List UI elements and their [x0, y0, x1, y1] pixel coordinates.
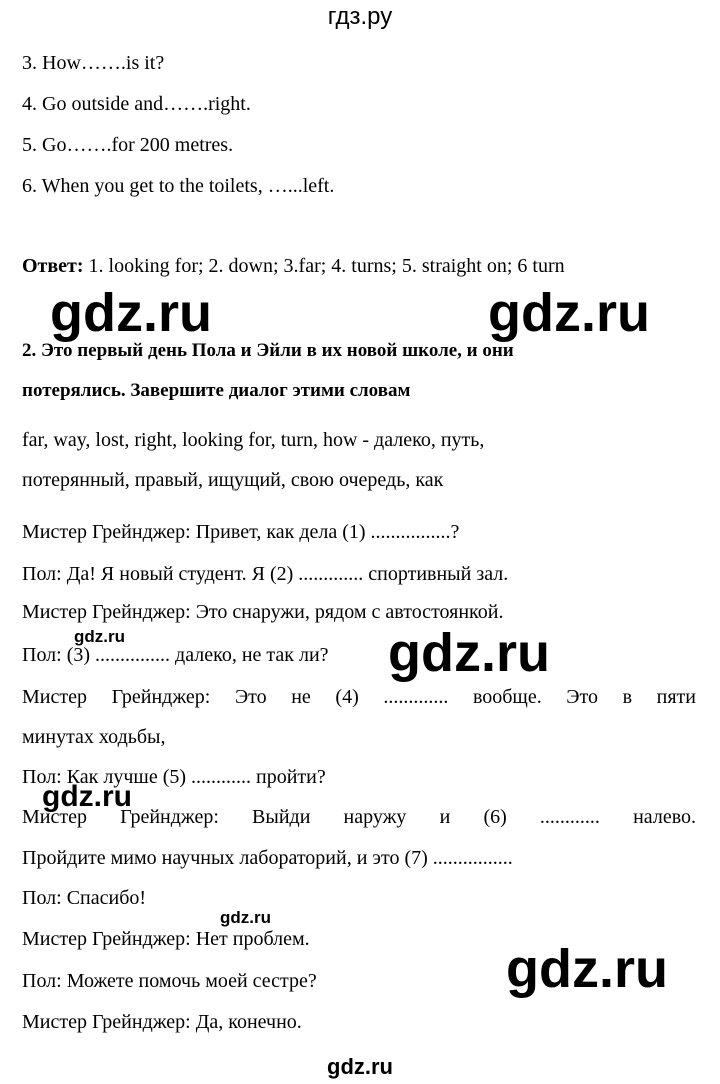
dialogue-line: Мистер Грейнджер: Это снаружи, рядом с автостоянкой.: [22, 601, 504, 623]
dialogue-line: Пол: Спасибо!: [22, 887, 147, 909]
exercise1-line-6: 6. When you get to the toilets, …...left.: [22, 175, 335, 197]
watermark-logo: gdz.ru: [388, 623, 550, 683]
footer-site: gdz.ru: [327, 1054, 393, 1079]
answer-text: 1. looking for; 2. down; 3.far; 4. turns; 5. straight on; 6 turn: [83, 255, 565, 277]
dialogue-line: Пройдите мимо научных лабораторий, и это (7) ................: [22, 847, 513, 869]
exercise1-line-5: 5. Go…….for 200 metres.: [22, 134, 234, 156]
watermark-logo: gdz.ru: [74, 627, 125, 646]
dialogue-line: Пол: Да! Я новый студент. Я (2) ............. спортивный зал.: [22, 563, 509, 585]
answer: [22, 254, 565, 278]
exercise1-line-3: 3. How…….is it?: [22, 52, 165, 74]
dialogue-line: Мистер Грейнджер: Выйди наружу и (6) ............ налево.: [22, 806, 696, 828]
word-list-line1: far, way, lost, right, looking for, turn, how - далеко, путь,: [22, 429, 485, 451]
exercise1-line-4: 4. Go outside and…….right.: [22, 93, 251, 115]
watermark-logo: gdz.ru: [220, 908, 271, 927]
dialogue-line: Пол: Можете помочь моей сестре?: [22, 970, 317, 992]
watermark-logo: gdz.ru: [488, 283, 650, 343]
dialogue-line: Мистер Грейнджер: Это не (4) ............. вообще. Это в пяти: [22, 686, 696, 708]
dialogue-line: Пол: (3) ............... далеко, не так ли?: [22, 644, 329, 666]
dialogue-line: Мистер Грейнджер: Да, конечно.: [22, 1011, 302, 1033]
dialogue-line: Мистер Грейнджер: Привет, как дела (1) ................?: [22, 521, 460, 543]
dialogue-line: Мистер Грейнджер: Нет проблем.: [22, 928, 310, 950]
dialogue-line: минутах ходьбы,: [22, 726, 166, 748]
exercise2-title-line2: потерялись. Завершите диалог этими словам: [22, 380, 411, 401]
header-site: гдз.ру: [327, 3, 393, 30]
watermark-logo: gdz.ru: [506, 939, 668, 999]
exercise2-title-line1: 2. Это первый день Пола и Эйли в их новой школе, и они: [22, 340, 514, 361]
word-list-line2: потерянный, правый, ищущий, свою очередь, как: [22, 469, 444, 491]
dialogue-line: Пол: Как лучше (5) ............ пройти?: [22, 766, 326, 788]
watermark-logo: gdz.ru: [50, 283, 212, 343]
watermark-logo: gdz.ru: [42, 780, 132, 813]
answer-label: Ответ:: [22, 255, 84, 277]
